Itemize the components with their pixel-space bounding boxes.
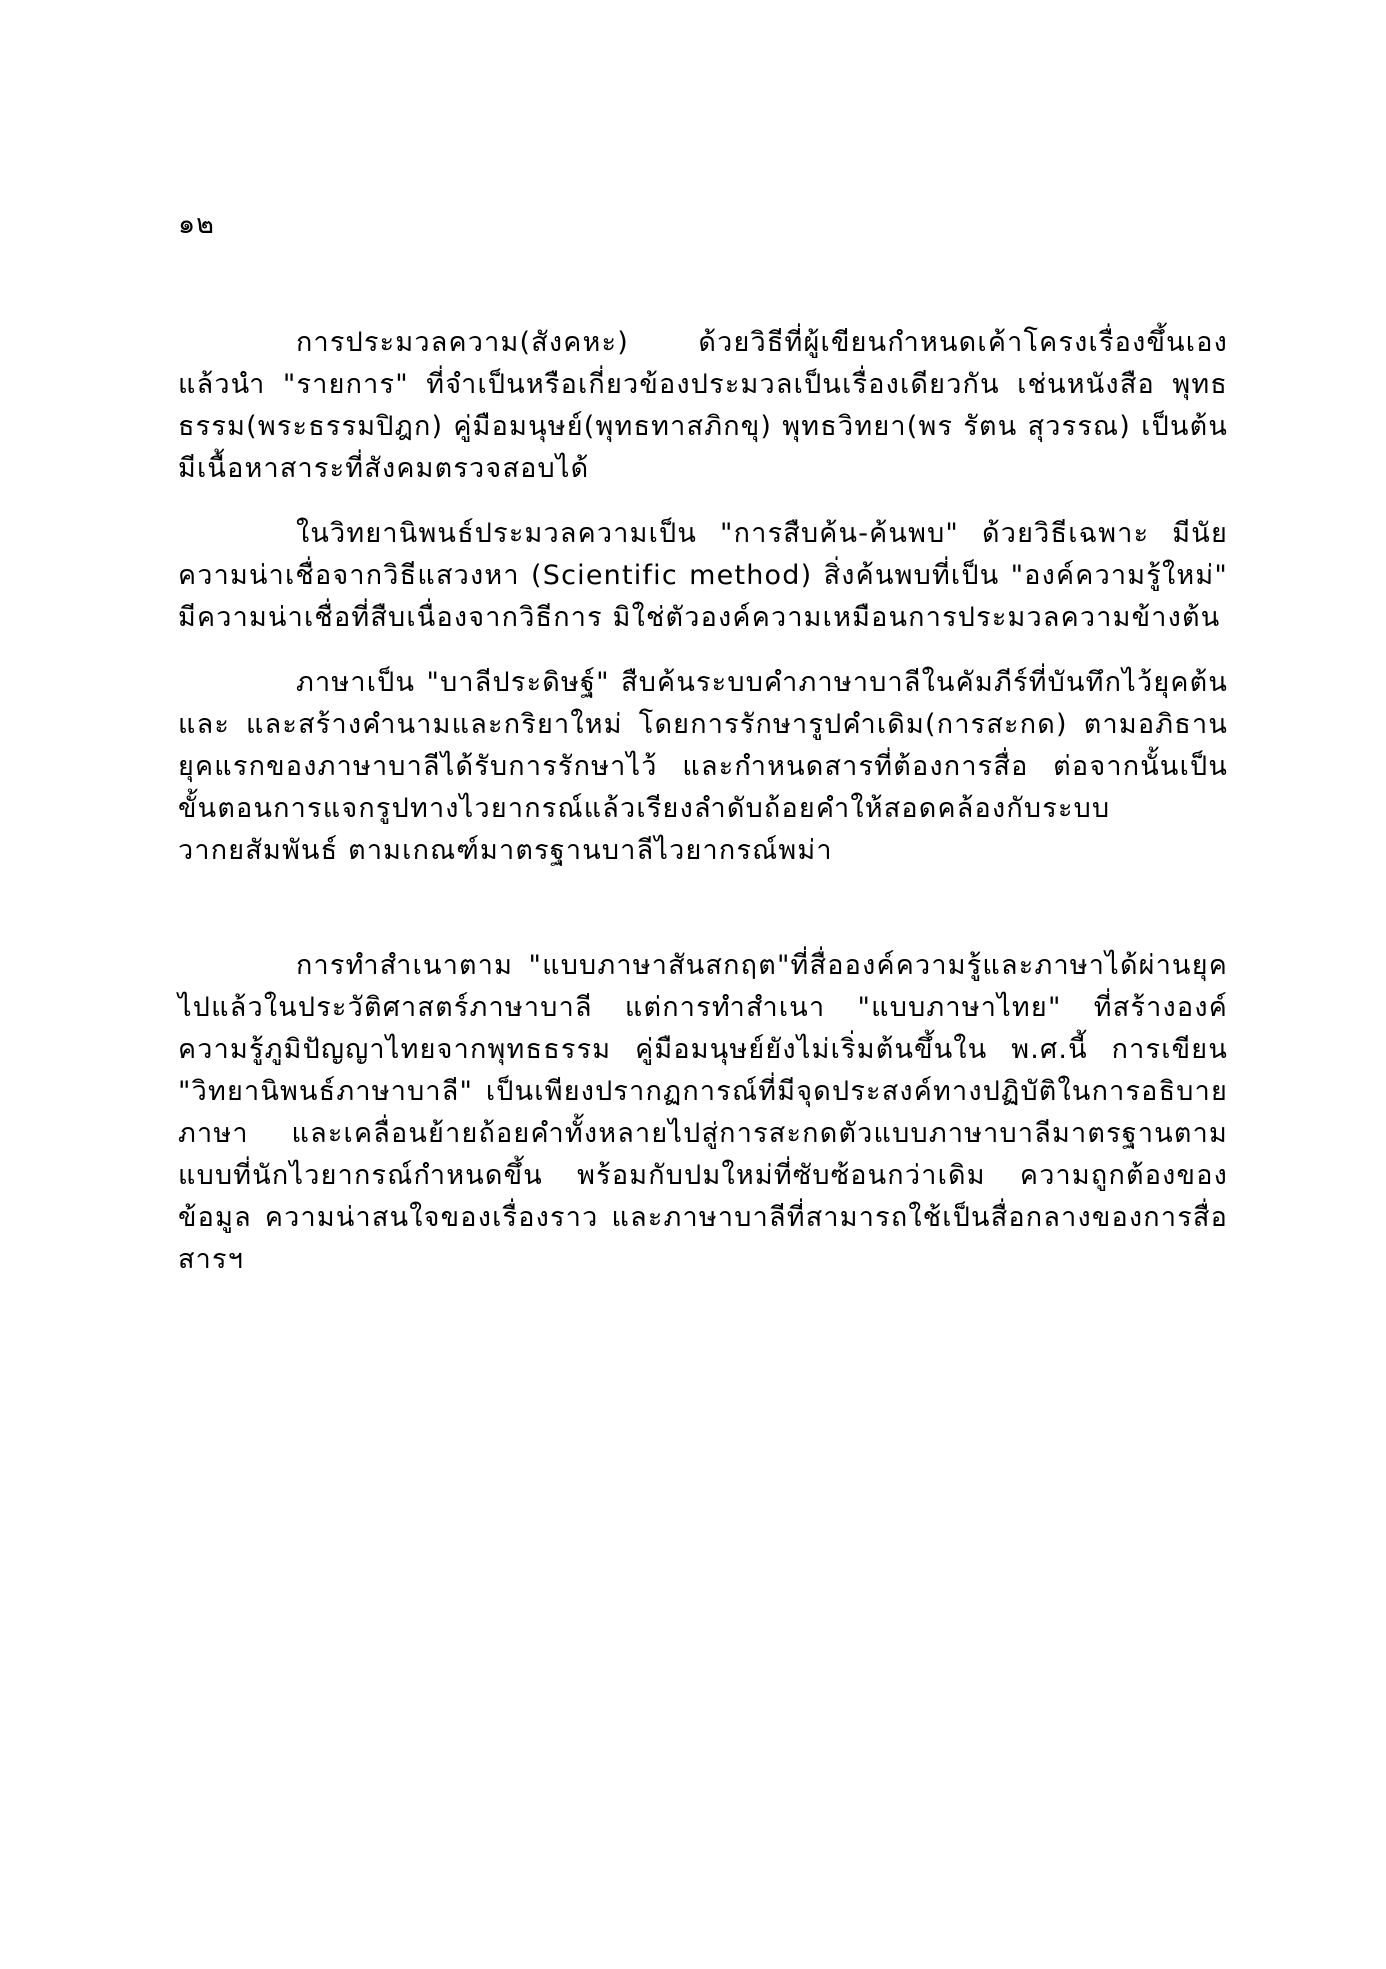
paragraph-spacer <box>178 639 1228 662</box>
page-number: ๑๒ <box>178 209 215 240</box>
paragraph-spacer <box>178 872 1228 945</box>
paragraph-thesis-method: ในวิทยานิพนธ์ประมวลความเป็น "การสืบค้น-ค้นพบ" ด้วยวิธีเฉพาะ มีนัยความน่าเชื่อจากวิธีแสวงหา (Scientific method) สิ่งค้นพบที่เป็น "องค์ความรู้ใหม่" มีความน่าเชื่อที่สืบเนื่องจากวิธีการ มิใช่ตัวองค์ความเหมือนการประมวลความข้างต้น <box>178 518 1228 633</box>
paragraph-summarization: การประมวลความ(สังคหะ) ด้วยวิธีที่ผู้เขียนกำหนดเค้าโครงเรื่องขึ้นเอง แล้วนำ "รายการ" ที่จำเป็นหรือเกี่ยวข้องประมวลเป็นเรื่องเดียวกัน เช่นหนังสือ พุทธธรรม(พระธรรมปิฎก) คู่มือมนุษย์(พุทธทาสภิกขุ) พุทธวิทยา(พร รัตน สุวรรณ) เป็นต้น มีเนื้อหาสาระที่สังคมตรวจสอบได้ <box>178 327 1228 484</box>
body-text <box>178 322 1228 1281</box>
paragraph-copying-style: การทำสำเนาตาม "แบบภาษาสันสกฤต"ที่สื่อองค์ความรู้และภาษาได้ผ่านยุคไปแล้วในประวัติศาสตร์ภาษาบาลี แต่การทำสำเนา "แบบภาษาไทย" ที่สร้างองค์ความรู้ภูมิปัญญาไทยจากพุทธธรรม คู่มือมนุษย์ยังไม่เริ่มต้นขึ้นใน พ.ศ.นี้ การเขียน "วิทยานิพนธ์ภาษาบาลี" เป็นเพียงปรากฏการณ์ที่มีจุดประสงค์ทางปฏิบัติในการอธิบายภาษา และเคลื่อนย้ายถ้อยคำทั้งหลายไปสู่การสะกดตัวแบบภาษาบาลีมาตรฐานตามแบบที่นักไวยากรณ์กำหนดขึ้น พร้อมกับปมใหม่ที่ซับซ้อนกว่าเดิม ความถูกต้องของข้อมูล ความน่าสนใจของเรื่องราว และภาษาบาลีที่สามารถใช้เป็นสื่อกลางของการสื่อสารฯ <box>178 950 1228 1275</box>
paragraph-invented-pali: ภาษาเป็น "บาลีประดิษฐ์" สืบค้นระบบคำภาษาบาลีในคัมภีร์ที่บันทึกไว้ยุคต้น และ และสร้างคำนามและกริยาใหม่ โดยการรักษารูปคำเดิม(การสะกด) ตามอภิธานยุคแรกของภาษาบาลีได้รับการรักษาไว้ และกำหนดสารที่ต้องการสื่อ ต่อจากนั้นเป็นขั้นตอนการแจกรูปทางไวยากรณ์แล้วเรียงลำดับถ้อยคำให้สอดคล้องกับระบบวากยสัมพันธ์ ตามเกณฑ์มาตรฐานบาลีไวยากรณ์พม่า <box>178 667 1228 866</box>
paragraph-spacer <box>178 490 1228 513</box>
